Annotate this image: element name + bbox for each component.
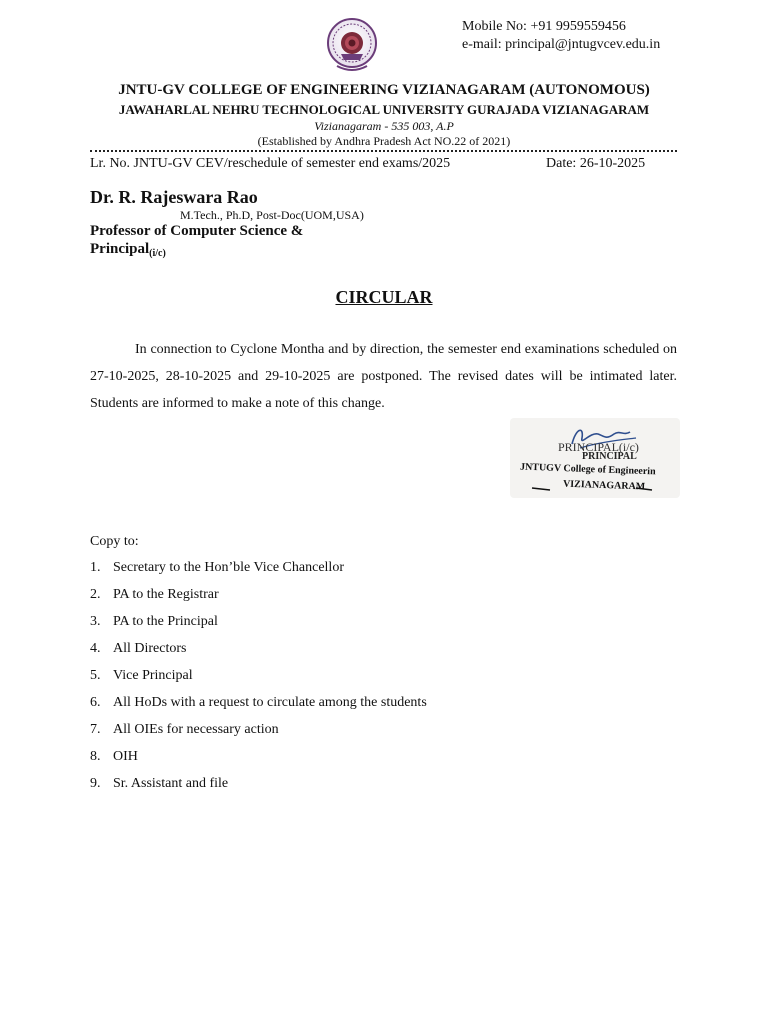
list-item bbox=[90, 586, 427, 613]
college-address: Vizianagaram - 535 003, A.P bbox=[314, 119, 454, 133]
copy-to-list bbox=[90, 559, 427, 802]
list-item-text: PA to the Registrar bbox=[113, 587, 219, 602]
circular-body: In connection to Cyclone Montha and by direction, the semester end examinations scheduled on 27-10-2025, 28-10-2025 and 29-10-2025 are postponed. The revised dates will be intimated later. Students are informed to make a note of this change. bbox=[90, 342, 677, 411]
list-item bbox=[90, 694, 427, 721]
list-item-text: Vice Principal bbox=[113, 668, 193, 683]
list-item bbox=[90, 667, 427, 694]
stamp-line-college: JNTUGV College of Engineerin bbox=[519, 461, 656, 478]
list-item-text: OIH bbox=[113, 749, 138, 764]
stamp-line-city: VIZIANAGARAM bbox=[562, 478, 646, 493]
list-item-number: 4. bbox=[90, 641, 101, 656]
mobile-number: Mobile No: +91 9959559456 bbox=[462, 19, 626, 34]
university-logo-icon bbox=[327, 14, 377, 78]
list-item bbox=[90, 748, 427, 775]
sender-name: Dr. R. Rajeswara Rao bbox=[90, 187, 258, 207]
list-item-text: All OIEs for necessary action bbox=[113, 722, 279, 737]
circular-title: CIRCULAR bbox=[335, 287, 433, 307]
list-item bbox=[90, 559, 427, 586]
list-item bbox=[90, 640, 427, 667]
list-item-text: All HoDs with a request to circulate among the students bbox=[113, 695, 427, 710]
list-item bbox=[90, 721, 427, 748]
list-item-number: 5. bbox=[90, 668, 101, 683]
email-address: e-mail: principal@jntugvcev.edu.in bbox=[462, 37, 661, 52]
contact-block bbox=[462, 18, 660, 54]
sender-qualifications: M.Tech., Ph.D, Post-Doc(UOM,USA) bbox=[180, 208, 364, 222]
sender-designation-principal: Principal bbox=[90, 241, 150, 257]
stamp-line-principal-ic: PRINCIPAL(i/c) bbox=[558, 440, 639, 454]
list-item-number: 6. bbox=[90, 695, 101, 710]
letter-number: Lr. No. JNTU-GV CEV/reschedule of semester end exams/2025 bbox=[90, 156, 451, 171]
sender-designation-subscript: (i/c) bbox=[149, 248, 166, 259]
list-item-number: 1. bbox=[90, 560, 101, 575]
list-item-number: 3. bbox=[90, 614, 101, 629]
letter-date: Date: 26-10-2025 bbox=[546, 156, 646, 171]
principal-seal-stamp bbox=[510, 418, 680, 498]
list-item-text: PA to the Principal bbox=[113, 614, 218, 629]
list-item-number: 7. bbox=[90, 722, 101, 737]
list-item-text: Secretary to the Hon’ble Vice Chancellor bbox=[113, 560, 344, 575]
sender-designation-line1: Professor of Computer Science & bbox=[90, 223, 304, 239]
university-name: JAWAHARLAL NEHRU TECHNOLOGICAL UNIVERSITY GURAJADA VIZIANAGARAM bbox=[118, 102, 650, 117]
list-item-number: 8. bbox=[90, 749, 101, 764]
sender-designation-line2 bbox=[90, 241, 166, 259]
list-item bbox=[90, 775, 427, 802]
list-item bbox=[90, 613, 427, 640]
list-item-text: Sr. Assistant and file bbox=[113, 776, 229, 791]
list-item-text: All Directors bbox=[113, 641, 187, 656]
stamp-line-principal: PRINCIPAL bbox=[582, 451, 637, 462]
header-divider bbox=[90, 150, 677, 152]
copy-to-label: Copy to: bbox=[90, 534, 139, 549]
list-item-number: 9. bbox=[90, 776, 101, 791]
establishment-note: (Established by Andhra Pradesh Act NO.22 of 2021) bbox=[257, 134, 511, 148]
list-item-number: 2. bbox=[90, 587, 101, 602]
college-name: JNTU-GV COLLEGE OF ENGINEERING VIZIANAGARAM (AUTONOMOUS) bbox=[118, 82, 650, 98]
